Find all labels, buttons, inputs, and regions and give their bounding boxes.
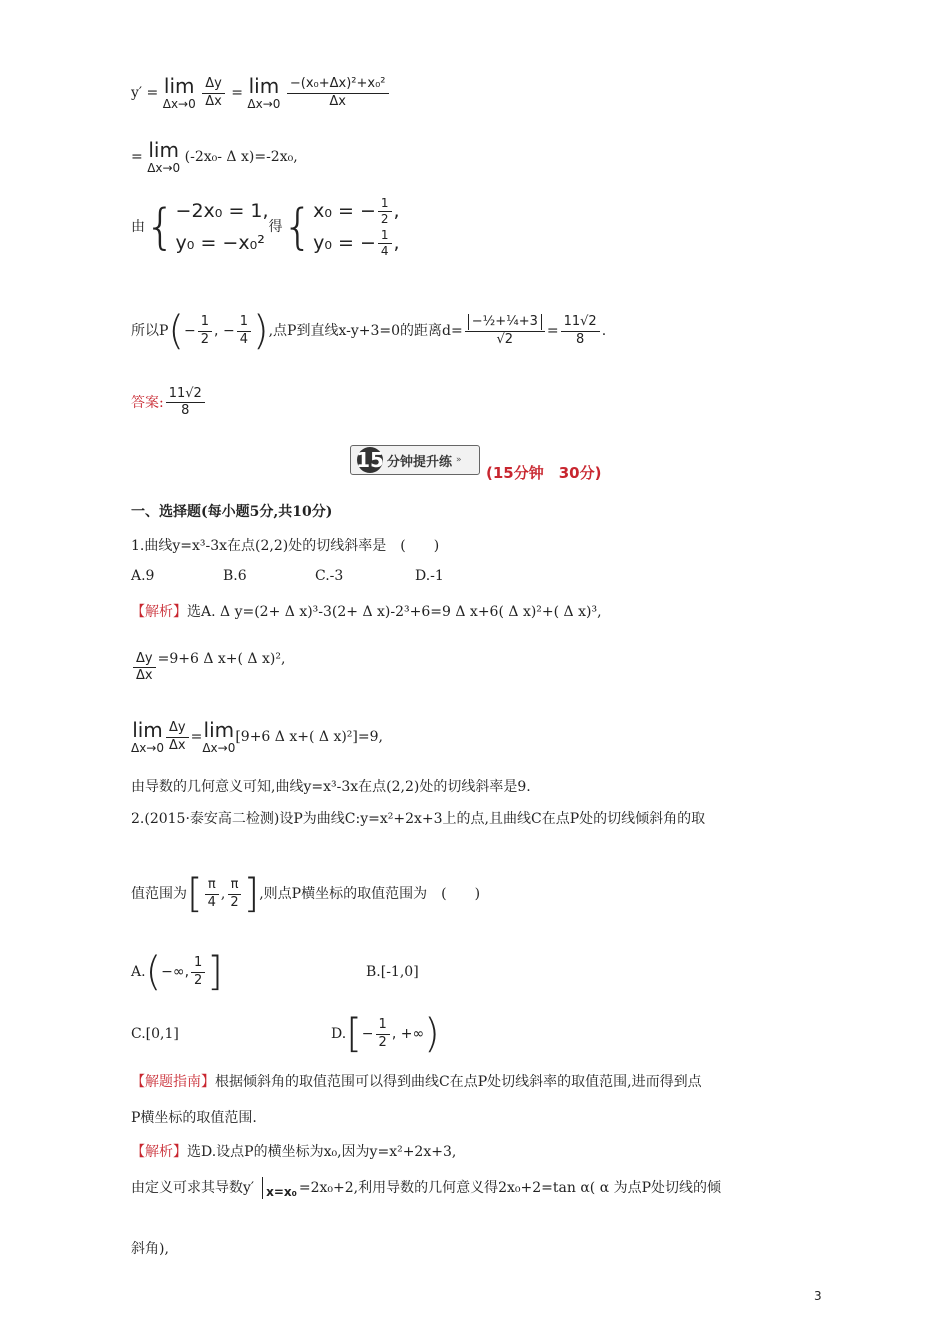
q2-guide-line2: P横坐标的取值范围.	[131, 1110, 257, 1126]
q1-conclusion: 由导数的几何意义可知,曲线y=x³-3x在点(2,2)处的切线斜率是9.	[131, 779, 531, 795]
q2-option-a: A.(−∞, $\frac{1}{2}$ ]	[131, 949, 223, 995]
answer-label: 答案:	[131, 394, 164, 411]
jiexi-label: 【解析】	[131, 1144, 187, 1160]
badge-text: 分钟提升练	[387, 454, 453, 470]
section-badge	[350, 445, 480, 475]
q2-option-c: C.[0,1]	[131, 1026, 179, 1042]
q2-stem-line2: 值范围为[ $\frac{\pi}{4}$ , $\frac{\pi}{2}$ ],则点P横坐标的取值范围为 ( )	[131, 871, 481, 917]
jiexi-label: 【解析】	[131, 604, 187, 620]
limit-result-formula: = lim Δx→0 (-2x₀- Δ x)=-2x₀,	[131, 138, 298, 175]
equation-system: 由{ −2x₀ = 1, y₀ = −x₀² 得{ x₀ = − $\frac{1}{2}$ , y₀ = − $\frac{1}{4}$ ,	[131, 196, 400, 258]
q2-solution-line2: 由定义可求其导数y′ x=x₀ =2x₀+2,利用导数的几何意义得2x₀+2=tan α( α 为点P处切线的倾	[131, 1177, 721, 1199]
q1-solution-line1: 【解析】选A. Δ y=(2+ Δ x)³-3(2+ Δ x)-2³+6=9 Δ x+6( Δ x)²+( Δ x)³,	[131, 604, 602, 620]
q2-stem-line1: 2.(2015·泰安高二检测)设P为曲线C:y=x²+2x+3上的点,且曲线C在点P处的切线倾斜角的取	[131, 811, 706, 827]
limit-symbol: lim Δx→0	[202, 718, 236, 755]
limit-symbol: lim Δx→0	[147, 138, 181, 175]
answer-value: $\frac{11√2}{8}$	[166, 386, 205, 420]
guide-label: 【解题指南】	[131, 1074, 215, 1090]
page-number: 3	[814, 1289, 822, 1303]
derivative-limit-formula: y′ = lim Δx→0 $\frac{\Delta y}{\Delta x}$ = lim Δx→0 $\frac{\text{−(x₀+Δx)²+x₀²}}{\Delta x}$	[131, 76, 391, 110]
q1-option-d: D.-1	[415, 568, 444, 584]
section-title: 一、选择题(每小题5分,共10分)	[131, 504, 333, 520]
q1-option-a: A.9	[131, 568, 155, 584]
answer-line	[131, 386, 207, 420]
limit-symbol: lim Δx→0	[131, 718, 164, 755]
badge-number: 15	[356, 448, 384, 472]
double-chevron-icon: »	[456, 455, 462, 465]
fraction: $\frac{\Delta y}{\Delta x}$	[166, 720, 189, 754]
distance-line: 所以P(− $\frac{1}{2}$ , − $\frac{1}{4}$ ),点P到直线x-y+3=0的距离d= $\frac{\text{−½+¼+3}}{√2}$ = $\frac{11√2}{8}$ .	[131, 308, 607, 354]
q2-option-b: B.[-1,0]	[366, 964, 419, 980]
left-brace: {	[145, 199, 176, 255]
fraction: $\frac{\Delta y}{\Delta x}$	[202, 76, 225, 110]
limit-symbol: lim Δx→0	[162, 74, 196, 111]
q1-options	[131, 568, 444, 584]
q2-options-cd	[131, 1011, 440, 1057]
q1-stem: 1.曲线y=x³-3x在点(2,2)处的切线斜率是 ( )	[131, 538, 440, 554]
fraction: $\frac{\text{−(x₀+Δx)²+x₀²}}{\Delta x}$	[287, 76, 389, 110]
formula-rest: (-2x₀- Δ x)=-2x₀,	[184, 149, 298, 165]
distance-fraction: $\frac{\text{−½+¼+3}}{√2}$	[465, 314, 545, 348]
q2-solution-line3: 斜角),	[131, 1241, 169, 1257]
formula-lhs: y′ =	[131, 85, 159, 101]
limit-symbol: lim Δx→0	[247, 74, 281, 111]
q1-option-c: C.-3	[315, 568, 344, 584]
q2-guide-line1: 【解题指南】根据倾斜角的取值范围可以得到曲线C在点P处切线斜率的取值范围,进而得到点	[131, 1074, 702, 1090]
q2-options-ab	[131, 949, 419, 995]
q1-solution-line3: lim Δx→0 $\frac{\Delta y}{\Delta x}$ = lim Δx→0 [9+6 Δ x+( Δ x)²]=9,	[131, 718, 383, 755]
time-score: (15分钟 30分)	[486, 464, 602, 482]
q1-option-b: B.6	[223, 568, 247, 584]
left-brace: {	[282, 199, 314, 255]
distance-result: $\frac{11√2}{8}$	[561, 314, 600, 348]
fraction: $\frac{\Delta y}{\Delta x}$	[133, 651, 156, 685]
q2-option-d: D.[− $\frac{1}{2}$ , +∞)	[331, 1011, 440, 1057]
q2-solution-line1: 【解析】选D.设点P的横坐标为x₀,因为y=x²+2x+3,	[131, 1144, 457, 1160]
q1-solution-line2: $\frac{\Delta y}{\Delta x}$ =9+6 Δ x+( Δ x)²,	[131, 651, 285, 685]
